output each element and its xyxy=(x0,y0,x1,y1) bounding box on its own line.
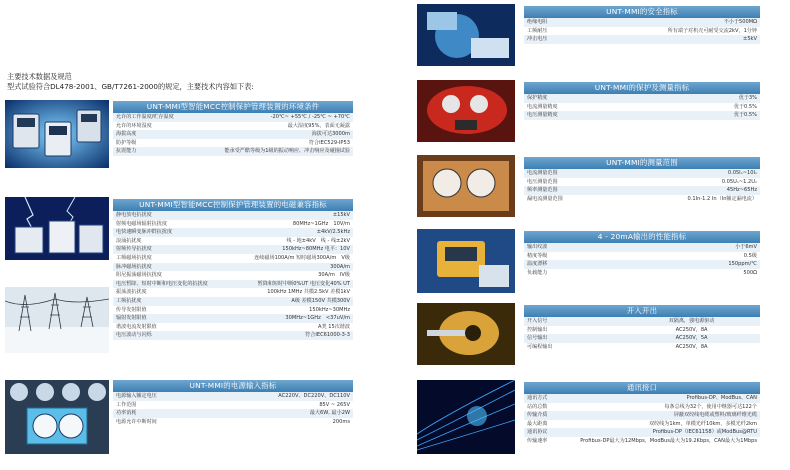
row-value: ±15kV xyxy=(214,211,353,220)
table-row xyxy=(113,220,353,229)
row-value: 0.05Uₙ~1.2Uₙ xyxy=(623,178,760,187)
table-row xyxy=(113,139,353,148)
row-key: 功率消耗 xyxy=(113,409,214,418)
table-row xyxy=(524,18,760,27)
table-row xyxy=(113,254,353,263)
photo-lightning-devices xyxy=(5,197,109,260)
row-value: 暂降和短时中断0%UT 电压变化40% UT xyxy=(214,280,353,289)
row-key: 振荡波抗扰度 xyxy=(113,288,214,297)
table-row xyxy=(524,186,760,195)
table-row xyxy=(524,103,760,112)
row-value: 每条总线为32个，使用中继器可达122个 xyxy=(557,403,760,412)
table-row xyxy=(113,392,353,401)
table-row xyxy=(113,331,353,340)
spec-table xyxy=(524,169,760,203)
row-value: Profibus-DP、ModBus、CAN xyxy=(557,394,760,403)
row-key: 传输速率 xyxy=(524,437,557,446)
row-value: 300A/m xyxy=(214,263,353,272)
row-key: 通讯方式 xyxy=(524,394,557,403)
section-io xyxy=(524,305,760,351)
row-value: 符合IEC529-IP53 xyxy=(214,139,353,148)
row-key: 传导发射限值 xyxy=(113,306,214,315)
row-key: 射频电磁场辐射抗扰度 xyxy=(113,220,214,229)
spec-table xyxy=(524,317,760,351)
spec-table xyxy=(524,243,760,277)
row-value: 500Ω xyxy=(623,269,760,278)
row-key: 传输介质 xyxy=(524,411,557,420)
row-value: 100kHz 1MHz 共模2.5kV 差模1kV xyxy=(214,288,353,297)
row-key: 负载能力 xyxy=(524,269,623,278)
table-row xyxy=(113,245,353,254)
section-communication xyxy=(524,382,760,446)
spec-table xyxy=(524,18,760,44)
table-row xyxy=(113,306,353,315)
section-protection xyxy=(524,82,760,120)
table-row xyxy=(524,403,760,412)
row-key: 控制输出 xyxy=(524,326,623,335)
section-title: 4 - 20mA输出的性能指标 xyxy=(524,231,760,243)
row-key: 浪涌抗扰度 xyxy=(113,237,214,246)
photo-power-meters xyxy=(5,380,109,454)
row-value: 200ms xyxy=(214,418,353,427)
spec-table xyxy=(524,94,760,120)
table-row xyxy=(113,401,353,410)
row-value: 优于3% xyxy=(623,94,760,103)
row-key: 温度漂移 xyxy=(524,260,623,269)
table-row xyxy=(524,35,760,44)
row-key: 频率测量范围 xyxy=(524,186,623,195)
row-value: 符合IEC61000-3-3 xyxy=(214,331,353,340)
row-key: 阻尼振荡磁场抗扰度 xyxy=(113,271,214,280)
row-value: 最大6W, 最小2W xyxy=(214,409,353,418)
row-key: 漏电流测量范围 xyxy=(524,195,623,204)
table-row xyxy=(524,243,760,252)
row-key: 电源输入额定电压 xyxy=(113,392,214,401)
row-key: 精度等级 xyxy=(524,252,623,261)
section-emc xyxy=(113,199,353,340)
section-power-input xyxy=(113,380,353,426)
photo-gauges-cabinet xyxy=(417,155,515,217)
table-row xyxy=(113,297,353,306)
table-row xyxy=(113,237,353,246)
spec-table xyxy=(524,394,760,446)
row-key: 最大距离 xyxy=(524,420,557,429)
row-value: 45Hz~65Hz xyxy=(623,186,760,195)
section-environment xyxy=(113,101,353,156)
table-row xyxy=(113,288,353,297)
table-row xyxy=(113,228,353,237)
row-value: AC220V、DC220V、DC110V xyxy=(214,392,353,401)
table-row xyxy=(524,260,760,269)
row-key: 绝缘电阻 xyxy=(524,18,595,27)
row-key: 谐波电流发射限值 xyxy=(113,323,214,332)
table-row xyxy=(524,178,760,187)
row-key: 抗震能力 xyxy=(113,147,214,156)
row-key: 站的总数 xyxy=(524,403,557,412)
row-key: 射频传导抗扰度 xyxy=(113,245,214,254)
table-row xyxy=(113,409,353,418)
intro-standard: 型式试验符合DL478-2001、GB/T7261-2000的规定，主要技术内容如下表: xyxy=(7,82,254,91)
row-value: 150kHz~30MHz xyxy=(214,306,353,315)
section-title: UNT-MMI型智能MCC控制保护管理装置的电磁兼容指标 xyxy=(113,199,353,211)
row-value: 30MHz~1GHz <37uV/m xyxy=(214,314,353,323)
row-value: 小于6mV xyxy=(623,243,760,252)
row-value: 海拔可达3000m xyxy=(214,130,353,139)
spec-table xyxy=(113,392,353,426)
photo-technician-tester xyxy=(417,229,515,293)
row-key: 工频耐压 xyxy=(524,27,595,36)
section-measure-range xyxy=(524,157,760,203)
table-row xyxy=(113,323,353,332)
section-title: UNT-MMI的保护及测量指标 xyxy=(524,82,760,94)
row-value: 优于0.5% xyxy=(623,111,760,120)
row-key: 静电放电抗扰度 xyxy=(113,211,214,220)
table-row xyxy=(524,334,760,343)
row-key: 允许的工作温度/贮存温度 xyxy=(113,113,214,122)
row-key: 保护精度 xyxy=(524,94,623,103)
table-row xyxy=(524,428,760,437)
row-value: 150ppm/℃ xyxy=(623,260,760,269)
section-title: UNT-MMI型智能MCC控制保护管理装置的环境条件 xyxy=(113,101,353,113)
table-row xyxy=(113,130,353,139)
row-key: 电压波动与闪烁 xyxy=(113,331,214,340)
table-row xyxy=(524,195,760,204)
photo-snow-towers xyxy=(5,287,109,353)
table-row xyxy=(113,263,353,272)
table-row xyxy=(113,113,353,122)
row-value: ±4kV/2.5kHz xyxy=(214,228,353,237)
table-row xyxy=(524,343,760,352)
table-row xyxy=(113,418,353,427)
section-title: 开入开出 xyxy=(524,305,760,317)
row-value: -20℃~ +55℃ / -25℃ ~ +70℃ xyxy=(214,113,353,122)
row-value: 不小于500MΩ xyxy=(595,18,760,27)
table-row xyxy=(524,269,760,278)
row-value: 0.5级 xyxy=(623,252,760,261)
row-value: A类 15次谐波 xyxy=(214,323,353,332)
table-row xyxy=(524,111,760,120)
row-value: A级 差模150V 共模300V xyxy=(214,297,353,306)
row-value: 优于0.5% xyxy=(623,103,760,112)
table-row xyxy=(524,437,760,446)
row-value: 所有端子对机壳可耐受交流2kV，1分钟 xyxy=(595,27,760,36)
section-safety xyxy=(524,6,760,44)
row-value: 0.05Iₙ~10Iₙ xyxy=(623,169,760,178)
spec-table xyxy=(113,113,353,156)
table-row xyxy=(524,394,760,403)
table-row xyxy=(524,169,760,178)
row-key: 电快速瞬变脉冲群抗扰度 xyxy=(113,228,214,237)
table-row xyxy=(524,411,760,420)
row-key: 电压暂降、短时中断和电压变化的抗扰度 xyxy=(113,280,214,289)
row-key: 输出纹波 xyxy=(524,243,623,252)
row-value: 双绞线为1km，单模光纤10km，多模光纤2km xyxy=(557,420,760,429)
row-key: 电流测量精度 xyxy=(524,103,623,112)
table-row xyxy=(524,420,760,429)
row-key: 通讯协议 xyxy=(524,428,557,437)
row-key: 电流测量范围 xyxy=(524,169,623,178)
table-row xyxy=(524,27,760,36)
row-key: 冲击电压 xyxy=(524,35,595,44)
row-key: 可编程输出 xyxy=(524,343,623,352)
row-key: 电压测量范围 xyxy=(524,178,623,187)
table-row xyxy=(113,314,353,323)
row-value: 能承受严酷等级为1级的振动响应、冲击响应及碰撞试验 xyxy=(214,147,353,156)
row-value: 85V ~ 265V xyxy=(214,401,353,410)
row-value: 0.1In-1.2 In（In额定漏电流） xyxy=(623,195,760,204)
table-row xyxy=(524,317,760,326)
photo-red-machine xyxy=(417,80,515,142)
table-row xyxy=(113,280,353,289)
row-value: 双隔离，強电源驱动 xyxy=(623,317,760,326)
row-value: 150kHz~80MHz 电平：10V xyxy=(214,245,353,254)
row-value: 连续磁场100A/m 短时磁场300A/m V级 xyxy=(214,254,353,263)
row-key: 允许的环境湿度 xyxy=(113,122,214,131)
row-key: 工作范围 xyxy=(113,401,214,410)
photo-key-lock xyxy=(417,303,515,365)
table-row xyxy=(113,271,353,280)
row-value: AC250V，8A xyxy=(623,326,760,335)
row-key: 防护等级 xyxy=(113,139,214,148)
row-key: 辐射发射限值 xyxy=(113,314,214,323)
photo-fiber-optics xyxy=(417,380,515,454)
row-key: 电源允许中断时间 xyxy=(113,418,214,427)
section-analog-output xyxy=(524,231,760,277)
row-value: 线 - 地±4kV 线 - 线±2kV xyxy=(214,237,353,246)
intro-text xyxy=(7,72,254,92)
section-title: 通讯接口 xyxy=(524,382,760,394)
table-row xyxy=(524,326,760,335)
row-value: Profibus-DP最大为12Mbps，ModBus最大为19.2Kbps，CAN最大为1Mbps xyxy=(557,437,760,446)
photo-devices-blue xyxy=(5,100,109,168)
row-value: 屏蔽双绞线电缆或塑料/玻璃纤维光缆 xyxy=(557,411,760,420)
table-row xyxy=(524,94,760,103)
table-row xyxy=(113,211,353,220)
row-key: 工频抗扰度 xyxy=(113,297,214,306)
row-value: 80MHz~1GHz 10V/m xyxy=(214,220,353,229)
row-value: Profibus-DP（IEC61158）或ModBus@RTU xyxy=(557,428,760,437)
row-value: 30A/m IV级 xyxy=(214,271,353,280)
section-title: UNT-MMI的测量范围 xyxy=(524,157,760,169)
row-key: 工频磁场抗扰度 xyxy=(113,254,214,263)
row-key: 信号输出 xyxy=(524,334,623,343)
row-key: 开入信号 xyxy=(524,317,623,326)
photo-test-equipment xyxy=(417,4,515,66)
row-value: 最大湿度95%，表面无凝露 xyxy=(214,122,353,131)
table-row xyxy=(113,122,353,131)
row-key: 电压测量精度 xyxy=(524,111,623,120)
spec-table xyxy=(113,211,353,340)
table-row xyxy=(524,252,760,261)
intro-heading: 主要技术数据及规范 xyxy=(7,72,72,81)
row-value: ±5kV xyxy=(595,35,760,44)
row-key: 海拔高度 xyxy=(113,130,214,139)
table-row xyxy=(113,147,353,156)
section-title: UNT-MMI的电源输入指标 xyxy=(113,380,353,392)
row-value: AC250V，5A xyxy=(623,334,760,343)
section-title: UNT-MMI的安全指标 xyxy=(524,6,760,18)
row-key: 脉冲磁场抗扰度 xyxy=(113,263,214,272)
row-value: AC250V，8A xyxy=(623,343,760,352)
